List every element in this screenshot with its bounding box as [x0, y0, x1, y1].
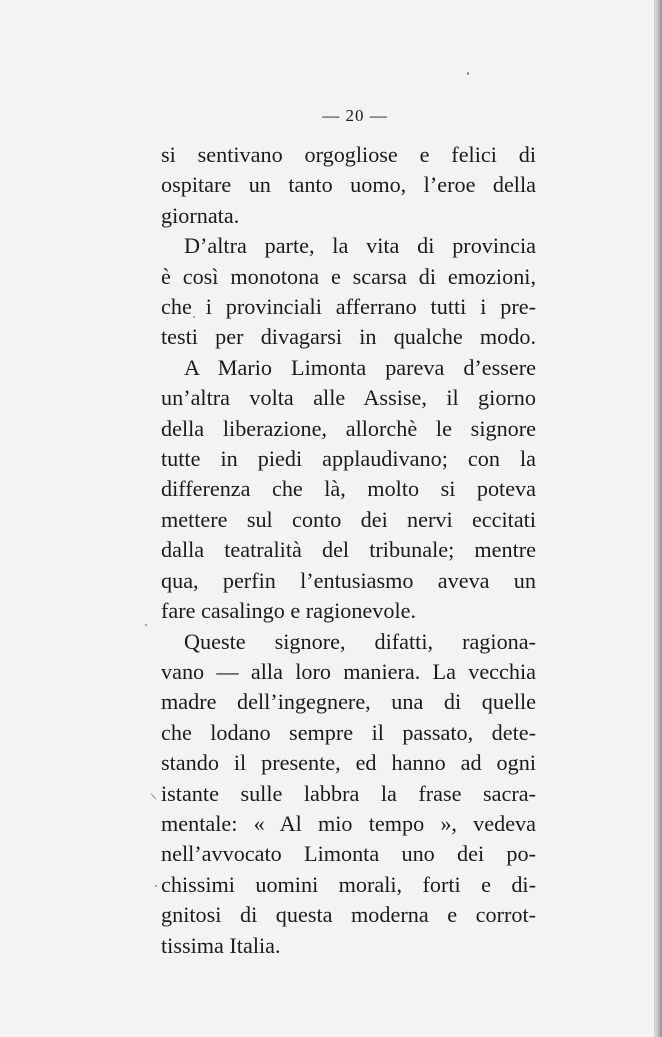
page-number: — 20 — — [322, 106, 388, 125]
paragraph-start-line: D’altra parte, la vita di provincia — [184, 233, 536, 259]
page-edge-shadow — [654, 0, 662, 1037]
text-line: gnitosi di questa moderna e corrot- — [161, 902, 536, 928]
text-line: differenza che là, molto si poteva — [161, 476, 536, 502]
text-line: giornata. — [161, 202, 240, 228]
text-line: madre dell’ingegnere, una di quelle — [161, 689, 536, 715]
text-line: fare casalingo e ragionevole. — [161, 598, 417, 624]
ink-speck — [155, 885, 157, 887]
text-line: mettere sul conto dei nervi eccitati — [161, 506, 536, 532]
text-line: è così monotona e scarsa di emozioni, — [161, 263, 536, 289]
text-line: che i provinciali afferrano tutti i pre- — [161, 294, 536, 320]
text-line: qua, perfin l’entusiasmo aveva un — [161, 567, 536, 593]
text-line: nell’avvocato Limonta uno dei po- — [161, 841, 536, 867]
text-line: dalla teatralità del tribunale; mentre — [161, 537, 536, 563]
text-line: chissimi uomini morali, forti e di- — [161, 871, 536, 897]
text-line: testi per divagarsi in qualche modo. — [161, 324, 536, 350]
text-line: si sentivano orgogliose e felici di — [161, 142, 536, 167]
text-line: della liberazione, allorchè le signore — [161, 415, 536, 441]
ink-speck — [467, 72, 469, 75]
text-line: mentale: « Al mio tempo », vedeva — [161, 810, 536, 836]
body-text — [161, 140, 536, 961]
paragraph-start-line: A Mario Limonta pareva d’essere — [184, 354, 536, 380]
text-line: tutte in piedi applaudivano; con la — [161, 446, 536, 472]
text-line: che lodano sempre il passato, dete- — [161, 719, 536, 745]
text-line: ospitare un tanto uomo, l’eroe della — [161, 172, 536, 198]
text-line: tissima Italia. — [161, 932, 281, 958]
ink-speck — [145, 624, 147, 626]
ink-speck — [150, 793, 157, 801]
page-edge-line — [654, 0, 655, 1037]
text-line: un’altra volta alle Assise, il giorno — [161, 385, 536, 411]
text-line: istante sulle labbra la frase sacra- — [161, 780, 536, 806]
paragraph-start-line: Queste signore, difatti, ragiona- — [184, 628, 536, 654]
text-line: vano — alla loro maniera. La vecchia — [161, 658, 536, 684]
text-line: stando il presente, ed hanno ad ogni — [161, 750, 536, 776]
